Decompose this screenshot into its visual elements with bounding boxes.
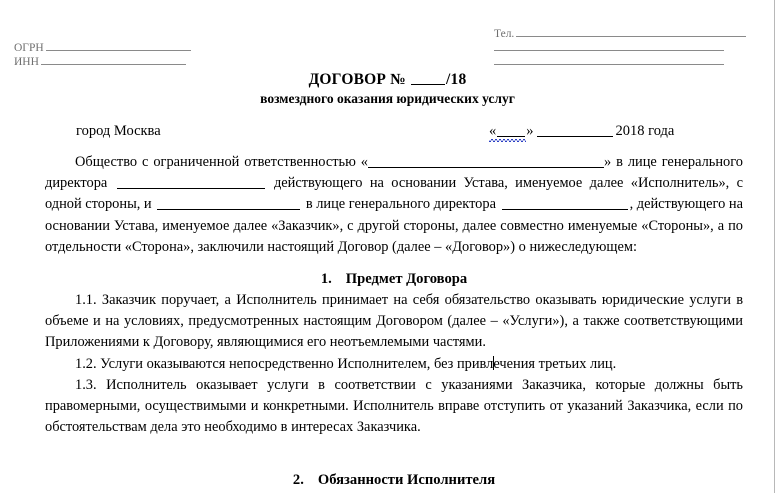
page-subtitle: возмездного оказания юридических услуг bbox=[260, 91, 515, 106]
preamble-line-c: действующего на основании Устава, именуемое далее «Исполнитель», с одной стороны, и bbox=[45, 175, 743, 213]
section-1-heading bbox=[45, 269, 743, 290]
tel-input-line[interactable] bbox=[516, 26, 746, 37]
header-blank-row-1[interactable] bbox=[494, 40, 759, 54]
party2-name-blank[interactable] bbox=[157, 196, 300, 210]
page-title bbox=[0, 70, 775, 89]
tel-field-row[interactable] bbox=[494, 26, 759, 40]
preamble-line-b: » в лице генерального директора bbox=[45, 154, 743, 192]
clause-1-3[interactable] bbox=[45, 375, 743, 439]
date-day-blank[interactable] bbox=[497, 124, 525, 137]
header-blank-line-2[interactable] bbox=[494, 54, 724, 65]
section-1-number: 1. bbox=[320, 271, 332, 288]
quote-close: » bbox=[526, 123, 534, 139]
quote-open: « bbox=[489, 123, 497, 139]
section-2-title: Обязанности Исполнителя bbox=[317, 472, 496, 488]
inn-label: ИНН bbox=[14, 55, 39, 68]
contract-number-blank[interactable] bbox=[411, 72, 445, 85]
section-2-heading bbox=[45, 470, 743, 491]
spacer-before-section-1 bbox=[45, 258, 743, 269]
document-body bbox=[45, 152, 743, 438]
section-2-block bbox=[45, 470, 743, 491]
clause-1-2[interactable] bbox=[45, 354, 743, 375]
date-year: 2018 года bbox=[615, 123, 675, 139]
clause-1-1[interactable] bbox=[45, 290, 743, 354]
header-left-requisites bbox=[14, 40, 314, 67]
preamble-line-d: в лице генерального директора bbox=[302, 196, 500, 213]
header-right-requisites bbox=[494, 26, 759, 67]
section-1-title: Предмет Договора bbox=[345, 271, 468, 288]
title-prefix: ДОГОВОР № bbox=[308, 71, 411, 88]
preamble-line-a: Общество с ограниченной ответственностью « bbox=[75, 154, 368, 170]
clause-1-2-text-before-cursor: 1.2. Услуги оказываются непосредственно Исполнителем, без привл bbox=[75, 355, 494, 372]
date-day-group[interactable] bbox=[489, 122, 526, 141]
ogrn-input-line[interactable] bbox=[46, 40, 191, 51]
party2-director-blank[interactable] bbox=[502, 196, 628, 210]
title-block bbox=[0, 70, 775, 107]
ogrn-field-row[interactable] bbox=[14, 40, 314, 54]
header-blank-line-1[interactable] bbox=[494, 40, 724, 51]
city-date-row bbox=[0, 122, 775, 142]
tel-label: Тел. bbox=[494, 28, 515, 40]
preamble-line-e: , действующего на основании Устава, именуемое далее «Заказчик», с другой стороны, далее совместно именуемые «Стороны», а по отдельности «Сторона», заключили настоящий Договор (далее – «Договор») о нижеследующем: bbox=[45, 196, 743, 255]
date-month-blank[interactable] bbox=[537, 124, 613, 137]
clause-1-3-text: 1.3. Исполнитель оказывает услуги в соответствии с указаниями Заказчика, которые должны быть правомерными, осуществимыми и конкретными. Исполнитель вправе отступить от указаний Заказчика, если по обстоятельствам дела это необходимо в интересах Заказчика. bbox=[45, 376, 743, 436]
ogrn-label: ОГРН bbox=[14, 42, 44, 54]
clause-1-1-text: 1.1. Заказчик поручает, а Исполнитель принимает на себя обязательство оказывать юридические услуги в объеме и на условиях, предусмотренных настоящим Договором (далее – «Услуги»), а также соответствующими Приложениями к Договору, являющимися его неотъемлемыми частями. bbox=[45, 292, 743, 351]
date-line bbox=[489, 122, 674, 141]
clause-1-2-text-after-cursor: ечения третьих лиц. bbox=[493, 355, 617, 372]
preamble-paragraph bbox=[45, 152, 743, 258]
title-suffix: /18 bbox=[446, 71, 467, 88]
party1-director-blank[interactable] bbox=[117, 175, 265, 189]
inn-input-line[interactable] bbox=[41, 54, 186, 65]
inn-field-row[interactable] bbox=[14, 54, 314, 68]
city-label: город Москва bbox=[76, 123, 161, 139]
document-header bbox=[0, 0, 775, 72]
section-2-number: 2. bbox=[292, 472, 304, 488]
party1-name-blank[interactable] bbox=[368, 154, 604, 168]
header-blank-row-2[interactable] bbox=[494, 54, 759, 68]
page-right-gutter bbox=[776, 0, 781, 493]
